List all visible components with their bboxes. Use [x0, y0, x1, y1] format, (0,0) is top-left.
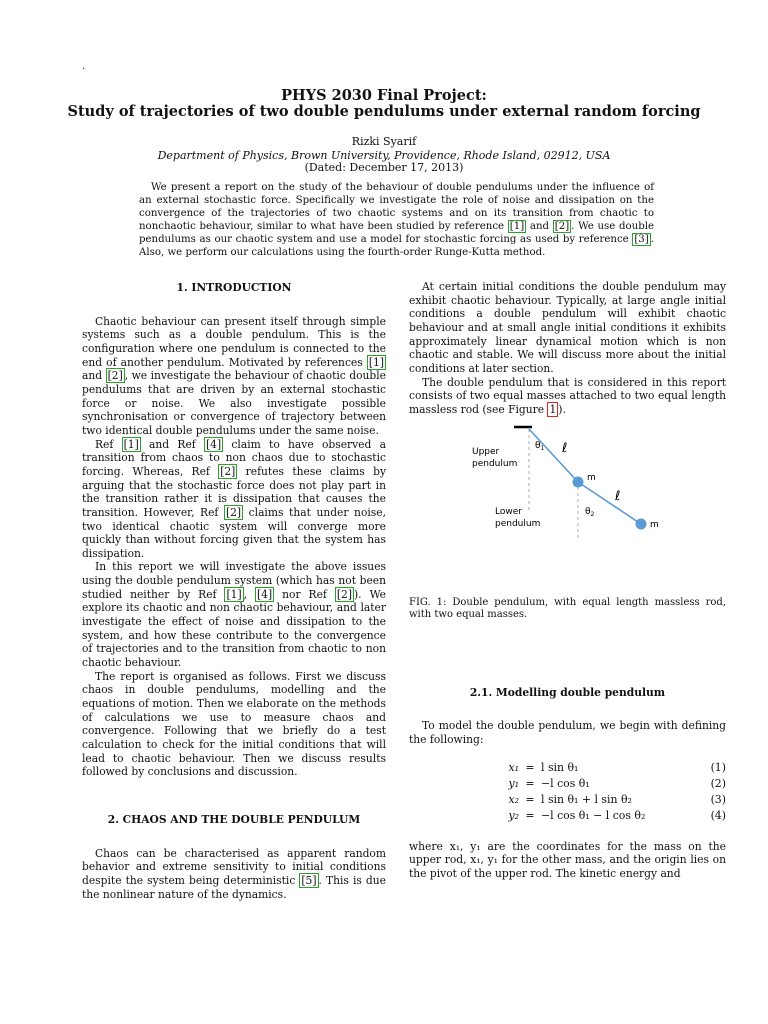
equation-row: [409, 808, 726, 824]
paragraph-text: nor Ref: [274, 587, 335, 601]
equation-row: [409, 776, 726, 792]
equation-rhs: l sin θ₁ + l sin θ₂: [541, 792, 632, 806]
affiliation: Department of Physics, Brown University, Providence, Rhode Island, 02912, USA: [157, 149, 611, 162]
citation-link[interactable]: [2]: [554, 221, 570, 232]
paragraph-text: . This is due the nonlinear nature of the dynamics.: [82, 873, 386, 901]
equation-rhs: l sin θ₁: [541, 760, 579, 774]
upper-length-label: ℓ: [562, 440, 568, 456]
upper-pendulum-label-line2: pendulum: [472, 458, 518, 469]
paragraph-text: , we investigate the behaviour of chaotic double pendulums that are driven by an external stochastic force or noise. We also investigate possible synchronisation or convergence of trajectory between two identical double pendulums under the same noise.: [82, 369, 386, 437]
double-pendulum-figure: [409, 421, 726, 573]
abstract-text: . We use double pendulums as our chaotic system and use a model for stochastic forcing as used by reference: [139, 221, 654, 245]
paragraph-text: ). We explore its chaotic and non chaotic behaviour, and later investigate the effect of noise and dissipation to the system, and how these contribute to the convergence of trajectories and to the transition from chaotic to non chaotic behaviour.: [82, 587, 387, 670]
equation-rhs: −l cos θ₁ − l cos θ₂: [541, 808, 646, 822]
equation-lhs: y₁: [508, 776, 519, 790]
equation-number: (1): [710, 760, 726, 774]
abstract: [139, 181, 654, 259]
paragraph-text: ).: [558, 402, 566, 416]
equations-block: [409, 760, 726, 824]
citation-link[interactable]: [3]: [634, 234, 649, 245]
citation-link[interactable]: [1]: [226, 587, 242, 601]
lower-rod: [578, 482, 641, 524]
theta2-label: $\theta_2$: [585, 506, 595, 518]
equation-rhs: −l cos θ₁: [541, 776, 590, 790]
equals-sign: =: [525, 760, 535, 774]
equals-sign: =: [525, 808, 535, 822]
paragraph: where x₁, y₁ are the coordinates for the mass on the upper rod, x₁, y₁ for the other mass, and the origin lies on the pivot of the upper rod. The kinetic energy and: [409, 839, 726, 880]
section-heading-introduction: 1. INTRODUCTION: [176, 281, 292, 294]
equation-row: [409, 792, 726, 808]
equation-number: (2): [710, 776, 726, 790]
paragraph: [82, 847, 386, 902]
citation-link[interactable]: [2]: [225, 505, 242, 519]
upper-rod: [529, 429, 578, 482]
dated: (Dated: December 17, 2013): [304, 161, 464, 174]
author: Rizki Syarif: [351, 135, 417, 148]
equals-sign: =: [525, 792, 535, 806]
paragraph: [82, 315, 386, 438]
paragraph-text: and Ref: [140, 437, 205, 451]
left-column: [82, 280, 386, 901]
paragraph-text: ,: [243, 587, 256, 601]
upper-mass-bob: [573, 476, 584, 487]
paragraph-text: claim to have observed a transition from chaos to non chaos due to stochastic forcing. Whereas, Ref: [82, 437, 386, 478]
paragraph-text: Chaotic behaviour can present itself through simple systems such as a double pendulum. This is the configuration where one pendulum is connected to the end of another pendulum. Motivated by references: [82, 314, 386, 369]
page-marker: .: [82, 61, 86, 72]
equation-number: (3): [710, 792, 726, 806]
upper-pendulum-label-line1: Upper: [472, 446, 500, 457]
equation-row: [409, 760, 726, 776]
paragraph: To model the double pendulum, we begin with defining the following:: [409, 719, 726, 746]
paragraph: [409, 376, 726, 417]
paragraph-text: In this report we will investigate the above issues using the double pendulum system (which has not been studied neither by Ref: [82, 560, 386, 601]
paragraph-text: The double pendulum that is considered in this report consists of two equal masses attached to two equal length massless rod (see Figure: [409, 375, 726, 416]
citation-link[interactable]: [2]: [107, 369, 123, 383]
equals-sign: =: [525, 776, 535, 790]
citation-link[interactable]: [1]: [368, 355, 384, 369]
lower-mass-label: m: [650, 519, 659, 530]
lower-mass-bob: [636, 518, 647, 529]
paragraph: At certain initial conditions the double pendulum may exhibit chaotic behaviour. Typically, at large angle initial conditions a double pendulum will exhibit chaotic behaviour and at small angle initial conditions it exhibits approximately linear dynamical motion which is non chaotic and stable. We will discuss more about the initial conditions at later section.: [409, 280, 726, 375]
equation-lhs: y₂: [508, 808, 519, 822]
paragraph: The report is organised as follows. First we discuss chaos in double pendulums, modelling and the equations of motion. Then we elaborate on the methods of calculations we use to measure chaos and convergence. Following that we briefly do a test calculation to check for the initial conditions that will lead to chaotic behaviour. Then we discuss results followed by conclusions and discussion.: [82, 669, 386, 779]
citation-link[interactable]: [2]: [220, 464, 236, 478]
paragraph-text: refutes these claims by arguing that the stochastic force does not play part in the transition rather it is dissipation that causes the transition. However, Ref: [82, 464, 386, 519]
paragraph-text: and: [82, 369, 106, 383]
citation-link[interactable]: [5]: [301, 873, 317, 887]
abstract-text: and: [526, 221, 553, 232]
title-line-1: PHYS 2030 Final Project:: [281, 87, 487, 104]
theta1-label: $\theta_1$: [535, 440, 545, 452]
paragraph-text: claims that under noise, two identical chaotic system will converge more quickly than without forcing given that the system has dissipation.: [82, 505, 387, 560]
citation-link[interactable]: [4]: [257, 587, 273, 601]
lower-pendulum-label-line2: pendulum: [495, 518, 541, 529]
citation-link[interactable]: [4]: [206, 437, 222, 451]
abstract-text: We present a report on the study of the behaviour of double pendulums under the influence of an external stochastic force. Specifically we investigate the role of noise and dissipation on the convergence of the trajectories of two chaotic systems and on its transition from chaotic to nonchaotic behaviour, similar to what have been studied by reference: [139, 182, 654, 232]
paragraph: [82, 560, 386, 669]
upper-mass-label: m: [587, 472, 596, 483]
figure-caption: FIG. 1: Double pendulum, with equal length massless rod, with two equal masses.: [409, 596, 726, 621]
paragraph: [82, 438, 386, 561]
citation-link[interactable]: [1]: [123, 437, 139, 451]
paragraph-text: Chaos can be characterised as apparent random behavior and extreme sensitivity to initial conditions despite the system being deterministic: [82, 846, 386, 887]
lower-pendulum-label-line1: Lower: [495, 506, 522, 517]
figure-link[interactable]: 1: [549, 402, 557, 416]
section-heading-chaos: 2. CHAOS AND THE DOUBLE PENDULUM: [107, 812, 361, 826]
citation-link[interactable]: [1]: [509, 221, 525, 232]
equation-lhs: x₁: [508, 760, 519, 774]
equation-number: (4): [710, 808, 726, 822]
equation-lhs: x₂: [508, 792, 519, 806]
abstract-text: . Also, we perform our calculations using the fourth-order Runge-Kutta method.: [139, 234, 654, 258]
subsection-heading-modelling: 2.1. Modelling double pendulum: [469, 685, 666, 699]
citation-link[interactable]: [2]: [336, 587, 353, 601]
right-column: [409, 280, 726, 881]
title-line-2: Study of trajectories of two double pendulums under external random forcing: [67, 103, 701, 120]
lower-length-label: ℓ: [615, 488, 621, 504]
paragraph-text: Ref: [95, 437, 122, 451]
